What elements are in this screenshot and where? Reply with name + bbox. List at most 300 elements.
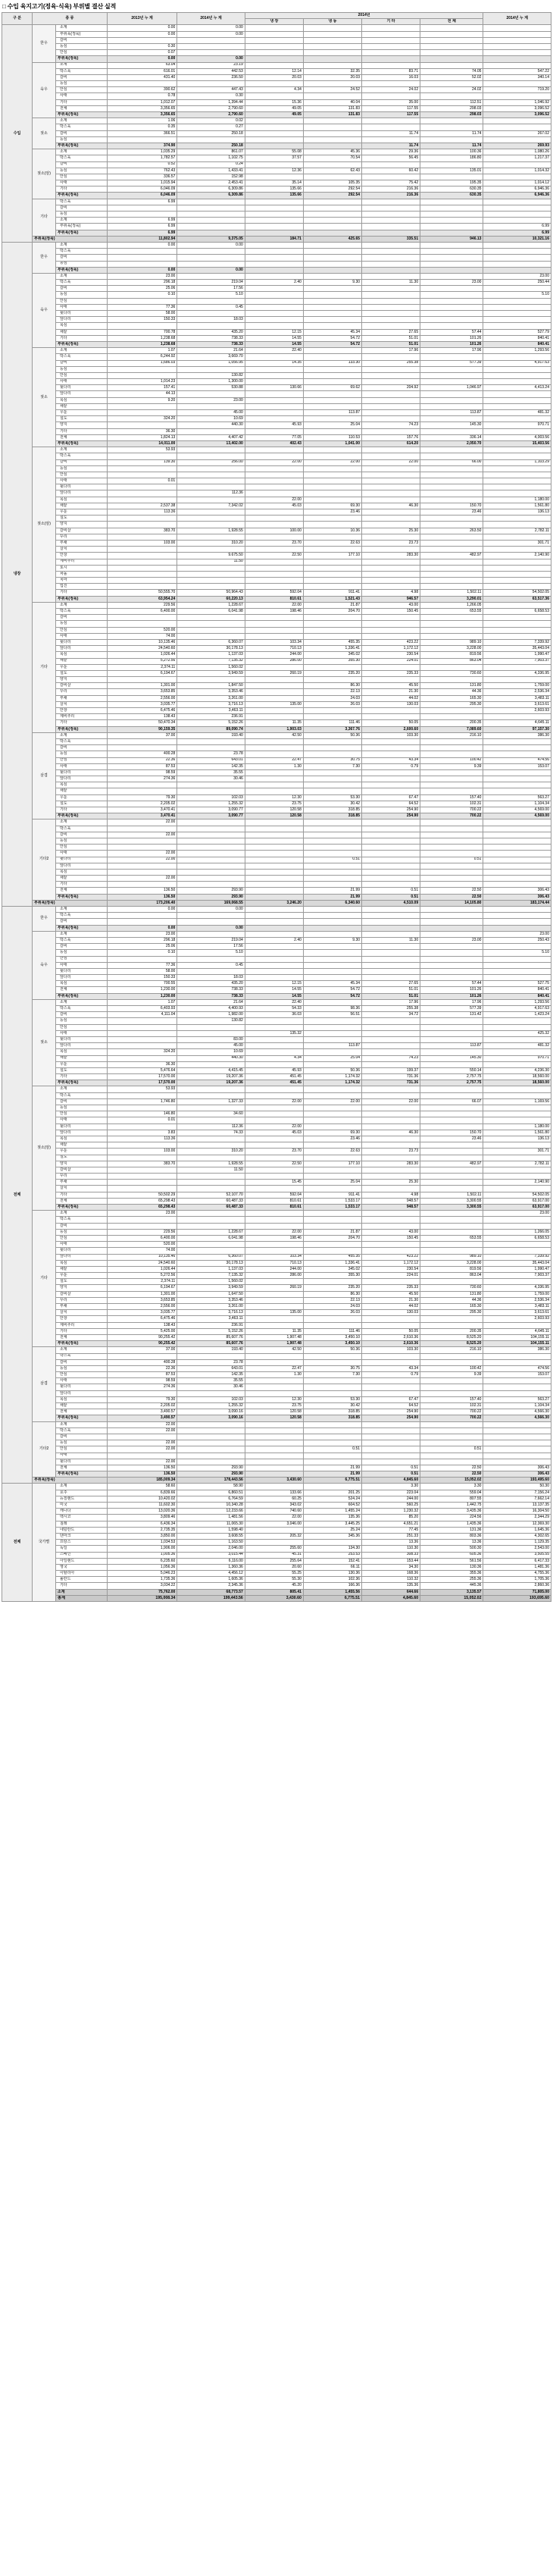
row-v1 bbox=[177, 615, 245, 621]
row-v1: 18.03 bbox=[177, 975, 245, 981]
table-row bbox=[2, 199, 551, 205]
country-name: 미국 bbox=[55, 1503, 107, 1509]
table-row bbox=[2, 397, 551, 403]
row-label: 등심 bbox=[55, 838, 107, 844]
group-total-v5: 101.26 bbox=[420, 993, 483, 999]
country-v0: 6,235.60 bbox=[107, 1558, 177, 1564]
row-v1: 30,178.13 bbox=[177, 1260, 245, 1266]
row-v6 bbox=[483, 1223, 551, 1229]
table-row bbox=[2, 999, 551, 1005]
row-v6 bbox=[483, 453, 551, 459]
table-row bbox=[2, 311, 551, 317]
row-v5: 216.10 bbox=[420, 732, 483, 738]
row-v6 bbox=[483, 738, 551, 744]
row-label: 사태 bbox=[55, 633, 107, 639]
table-row bbox=[2, 664, 551, 670]
country-v5: 131.36 bbox=[420, 1527, 483, 1533]
row-v5 bbox=[420, 968, 483, 974]
row-v2: 2.40 bbox=[245, 937, 303, 943]
th-cur: 2014년 누 계 bbox=[483, 13, 551, 25]
table-row bbox=[2, 249, 551, 255]
row-v3 bbox=[303, 1316, 361, 1322]
row-v0 bbox=[107, 323, 177, 329]
row-v4 bbox=[362, 615, 420, 621]
row-v5 bbox=[420, 25, 483, 31]
table-row bbox=[2, 1427, 551, 1434]
group-total-v5: 22.50 bbox=[420, 894, 483, 900]
group-total-v6: 18,560.00 bbox=[483, 1080, 551, 1086]
table-row bbox=[2, 633, 551, 639]
row-v0: 22.00 bbox=[107, 851, 177, 857]
row-v1: 256.00 bbox=[177, 459, 245, 465]
row-label: 우둔 bbox=[55, 1273, 107, 1279]
row-label: 박스육 bbox=[55, 1217, 107, 1223]
row-v5: 3,228.00 bbox=[420, 1260, 483, 1266]
row-v4: 50.05 bbox=[362, 1328, 420, 1334]
row-v5 bbox=[420, 1174, 483, 1180]
group-total-v2: 14.55 bbox=[245, 341, 303, 347]
row-v5: 863.04 bbox=[420, 658, 483, 664]
group-total-label: 부위육(정육) bbox=[55, 1471, 107, 1478]
group-total-v4: 51.01 bbox=[362, 993, 420, 999]
group-total-v3: 131.83 bbox=[303, 112, 361, 118]
row-v2 bbox=[245, 869, 303, 875]
group-total-v2 bbox=[245, 230, 303, 236]
group-total-label: 부위육(정육) bbox=[55, 596, 107, 602]
row-v1 bbox=[177, 391, 245, 397]
section-total-v0: 173,206.40 bbox=[107, 900, 177, 906]
row-v5 bbox=[420, 832, 483, 838]
row-v3: 9.30 bbox=[303, 937, 361, 943]
table-row bbox=[2, 434, 551, 440]
row-v4: 103.30 bbox=[362, 732, 420, 738]
row-v2 bbox=[245, 907, 303, 913]
group-total-row bbox=[2, 143, 551, 149]
row-v0: 0.78 bbox=[107, 93, 177, 99]
row-v2 bbox=[245, 161, 303, 168]
table-row bbox=[2, 522, 551, 528]
row-v2: 710.13 bbox=[245, 646, 303, 652]
row-v1: 35.55 bbox=[177, 769, 245, 776]
row-v4 bbox=[362, 621, 420, 627]
row-v3: 26.03 bbox=[303, 701, 361, 707]
country-v2: 45.20 bbox=[245, 1583, 303, 1589]
row-v2 bbox=[245, 136, 303, 143]
row-v1: 0.00 bbox=[177, 25, 245, 31]
row-v1 bbox=[177, 1155, 245, 1161]
group-total-v2: 810.61 bbox=[245, 1205, 303, 1211]
row-v5: 102.31 bbox=[420, 801, 483, 807]
row-label: 안창 bbox=[55, 708, 107, 714]
row-v4 bbox=[362, 379, 420, 385]
country-row bbox=[2, 1496, 551, 1502]
country-v1: 12,233.66 bbox=[177, 1509, 245, 1515]
row-v5: 482.97 bbox=[420, 553, 483, 559]
row-label: 사태 bbox=[55, 962, 107, 968]
row-v6 bbox=[483, 565, 551, 571]
group-total-v3 bbox=[303, 925, 361, 931]
row-v0: 1,301.00 bbox=[107, 1291, 177, 1297]
row-label: 소계 bbox=[55, 273, 107, 279]
row-v4: 423.22 bbox=[362, 639, 420, 645]
country-name: 덴마크 bbox=[55, 1533, 107, 1539]
row-v6 bbox=[483, 298, 551, 304]
row-v6: 5.10 bbox=[483, 950, 551, 956]
row-v6 bbox=[483, 782, 551, 788]
row-v6: 719.20 bbox=[483, 87, 551, 93]
row-v6 bbox=[483, 677, 551, 683]
country-v1: 1,605.36 bbox=[177, 1577, 245, 1583]
row-v6 bbox=[483, 1018, 551, 1024]
row-v4 bbox=[362, 403, 420, 409]
row-v2 bbox=[245, 273, 303, 279]
row-label: 뒷다리 bbox=[55, 484, 107, 490]
row-v3 bbox=[303, 919, 361, 925]
row-v1 bbox=[177, 1421, 245, 1427]
row-v0 bbox=[107, 366, 177, 372]
row-v0: 1,238.68 bbox=[107, 335, 177, 341]
row-label: 기타 bbox=[55, 807, 107, 813]
row-v5 bbox=[420, 615, 483, 621]
row-v5: 112.51 bbox=[420, 99, 483, 105]
row-v3: 54.72 bbox=[303, 335, 361, 341]
row-label: 등심 bbox=[55, 168, 107, 174]
row-v2 bbox=[245, 683, 303, 689]
row-v3 bbox=[303, 465, 361, 472]
country-v2: 55.25 bbox=[245, 1571, 303, 1577]
row-v3: 10.36 bbox=[303, 528, 361, 534]
country-v2 bbox=[245, 1540, 303, 1546]
row-v3 bbox=[303, 664, 361, 670]
row-label: 안심 bbox=[55, 50, 107, 56]
row-v0: 58.00 bbox=[107, 968, 177, 974]
row-v3 bbox=[303, 453, 361, 459]
row-v3 bbox=[303, 1453, 361, 1459]
row-label: 우둔 bbox=[55, 1149, 107, 1155]
row-v2 bbox=[245, 43, 303, 49]
country-name: 멕시코 bbox=[55, 1515, 107, 1521]
row-v1: 35.55 bbox=[177, 1378, 245, 1384]
row-v1 bbox=[177, 931, 245, 937]
row-v6 bbox=[483, 571, 551, 577]
country-row bbox=[2, 1564, 551, 1570]
group-total-v6: 306.43 bbox=[483, 1471, 551, 1478]
group-total-v5: 2,050.70 bbox=[420, 440, 483, 447]
row-v5: 989.10 bbox=[420, 1254, 483, 1260]
row-label: 소계 bbox=[55, 1421, 107, 1427]
row-v4 bbox=[362, 472, 420, 478]
row-v3 bbox=[303, 304, 361, 310]
row-v2: 103.34 bbox=[245, 1254, 303, 1260]
row-v6 bbox=[483, 1440, 551, 1446]
row-v1: 3,949.59 bbox=[177, 670, 245, 676]
row-label: 채끝 bbox=[55, 403, 107, 409]
row-v2 bbox=[245, 1384, 303, 1390]
row-v0: 23.00 bbox=[107, 1211, 177, 1217]
row-label: 갈비 bbox=[55, 37, 107, 43]
row-v1 bbox=[177, 534, 245, 540]
table-row bbox=[2, 292, 551, 298]
row-v0: 1,686.03 bbox=[107, 360, 177, 366]
row-v5 bbox=[420, 1427, 483, 1434]
row-v0: 10,135.46 bbox=[107, 639, 177, 645]
row-v6: 2,140.90 bbox=[483, 553, 551, 559]
table-row bbox=[2, 255, 551, 261]
row-v3: 133.30 bbox=[303, 360, 361, 366]
row-v5: 295.30 bbox=[420, 701, 483, 707]
table-row bbox=[2, 714, 551, 720]
row-v0: 2,205.02 bbox=[107, 1403, 177, 1409]
row-v5: 3,300.55 bbox=[420, 1198, 483, 1204]
row-label: 앞다리 bbox=[55, 975, 107, 981]
row-v0: 6,475.46 bbox=[107, 708, 177, 714]
table-row bbox=[2, 590, 551, 596]
row-v6 bbox=[483, 975, 551, 981]
row-v6: 3,613.61 bbox=[483, 701, 551, 707]
row-v5: 150.70 bbox=[420, 1130, 483, 1136]
row-v1 bbox=[177, 1440, 245, 1446]
row-v0: 6,403.93 bbox=[107, 1006, 177, 1012]
row-v6: 301.71 bbox=[483, 1149, 551, 1155]
row-v1: 1,647.50 bbox=[177, 1291, 245, 1297]
row-label: 기타 bbox=[55, 1074, 107, 1080]
row-v5 bbox=[420, 372, 483, 378]
group-total-v3: 54.72 bbox=[303, 993, 361, 999]
row-v1: 74.33 bbox=[177, 1130, 245, 1136]
row-v2 bbox=[245, 205, 303, 211]
row-v4 bbox=[362, 826, 420, 832]
row-v3 bbox=[303, 1427, 361, 1434]
row-v3 bbox=[303, 37, 361, 43]
grand-subtotal-row-label: 소계 bbox=[55, 1589, 107, 1595]
row-v4 bbox=[362, 1167, 420, 1173]
row-label: 설도 bbox=[55, 516, 107, 522]
table-row bbox=[2, 1434, 551, 1440]
row-v4 bbox=[362, 851, 420, 857]
row-v4: 150.45 bbox=[362, 1235, 420, 1241]
row-v5: 9.39 bbox=[420, 763, 483, 769]
group-total-v5: 700.22 bbox=[420, 813, 483, 819]
row-v6 bbox=[483, 379, 551, 385]
group-total-v6: 63,917.00 bbox=[483, 1205, 551, 1211]
row-v4 bbox=[362, 161, 420, 168]
row-v3 bbox=[303, 907, 361, 913]
country-v2 bbox=[245, 1527, 303, 1533]
row-v1 bbox=[177, 366, 245, 372]
country-v5: 500.30 bbox=[420, 1546, 483, 1552]
row-label: 기타 bbox=[55, 590, 107, 596]
row-v3 bbox=[303, 559, 361, 565]
row-v4 bbox=[362, 869, 420, 875]
row-v1 bbox=[177, 1086, 245, 1092]
country-v6: 13,137.35 bbox=[483, 1503, 551, 1509]
row-v5 bbox=[420, 1440, 483, 1446]
row-v3 bbox=[303, 472, 361, 478]
row-v0: 65,298.43 bbox=[107, 1198, 177, 1204]
row-v0: 520.00 bbox=[107, 627, 177, 633]
row-v0 bbox=[107, 621, 177, 627]
row-v6: 1,293.56 bbox=[483, 999, 551, 1005]
group-label: 젖소 bbox=[33, 999, 56, 1086]
country-row bbox=[2, 1540, 551, 1546]
country-v2: 255.60 bbox=[245, 1546, 303, 1552]
row-v4 bbox=[362, 397, 420, 403]
row-v5 bbox=[420, 931, 483, 937]
group-total-v5: 3,300.55 bbox=[420, 1205, 483, 1211]
row-v4: 224.01 bbox=[362, 658, 420, 664]
country-v3 bbox=[303, 1484, 361, 1490]
row-v1: 0.45 bbox=[177, 962, 245, 968]
row-v6 bbox=[483, 31, 551, 37]
group-total-label: 부위육(정육) bbox=[55, 341, 107, 347]
row-v2 bbox=[245, 1242, 303, 1248]
row-v1 bbox=[177, 212, 245, 218]
row-v6 bbox=[483, 218, 551, 224]
row-v0: 6.99 bbox=[107, 199, 177, 205]
row-label: 안심 bbox=[55, 956, 107, 962]
row-v5 bbox=[420, 826, 483, 832]
table-row bbox=[2, 1161, 551, 1167]
group-total-v2: 402.43 bbox=[245, 440, 303, 447]
row-v6: 6,658.53 bbox=[483, 609, 551, 615]
row-v1: 643.01 bbox=[177, 1365, 245, 1371]
row-v1 bbox=[177, 1186, 245, 1192]
row-v5 bbox=[420, 788, 483, 794]
row-v2: 22.00 bbox=[245, 497, 303, 503]
row-v2 bbox=[245, 416, 303, 422]
row-v2 bbox=[245, 788, 303, 794]
row-v3 bbox=[303, 205, 361, 211]
country-v6: 2,344.29 bbox=[483, 1515, 551, 1521]
group-total-v5 bbox=[420, 925, 483, 931]
row-v3: 292.54 bbox=[303, 186, 361, 193]
group-total-label: 부위육(정육) bbox=[55, 925, 107, 931]
row-v2 bbox=[245, 962, 303, 968]
row-label: 기타 bbox=[55, 1328, 107, 1334]
row-v1 bbox=[177, 37, 245, 43]
country-v4: 77.45 bbox=[362, 1527, 420, 1533]
row-v3 bbox=[303, 1242, 361, 1248]
row-v0 bbox=[107, 1036, 177, 1042]
country-v0: 1,056.36 bbox=[107, 1564, 177, 1570]
row-v3: 111.46 bbox=[303, 720, 361, 726]
row-v6: 153.07 bbox=[483, 1372, 551, 1378]
row-v5 bbox=[420, 863, 483, 869]
row-v1 bbox=[177, 1353, 245, 1359]
row-label: 토시 bbox=[55, 565, 107, 571]
row-v0 bbox=[107, 81, 177, 87]
row-v1: 236.91 bbox=[177, 714, 245, 720]
row-v0: 98.59 bbox=[107, 1378, 177, 1384]
section-total-v0: 185,009.34 bbox=[107, 1478, 177, 1484]
group-total-v3 bbox=[303, 143, 361, 149]
row-v5 bbox=[420, 242, 483, 248]
table-row bbox=[2, 62, 551, 68]
row-label: 뒷다리 bbox=[55, 857, 107, 863]
row-v0: 0.00 bbox=[107, 25, 177, 31]
row-v4: 21.30 bbox=[362, 1297, 420, 1303]
country-v3: 3,445.25 bbox=[303, 1521, 361, 1527]
row-v3 bbox=[303, 50, 361, 56]
row-v1: 21.64 bbox=[177, 999, 245, 1005]
country-row bbox=[2, 1577, 551, 1583]
row-v2 bbox=[245, 931, 303, 937]
row-label: 채끝 bbox=[55, 329, 107, 335]
row-v3 bbox=[303, 876, 361, 882]
row-v6: 63,917.00 bbox=[483, 1198, 551, 1204]
row-v1 bbox=[177, 1180, 245, 1186]
row-v0 bbox=[107, 453, 177, 459]
row-v1: 19,207.36 bbox=[177, 1074, 245, 1080]
row-v2: 15.45 bbox=[245, 1180, 303, 1186]
row-label: 설도 bbox=[55, 801, 107, 807]
row-v0 bbox=[107, 490, 177, 497]
row-v0: 0.00 bbox=[107, 907, 177, 913]
row-v2: 451.45 bbox=[245, 1074, 303, 1080]
table-row bbox=[2, 43, 551, 49]
row-v0: 400.28 bbox=[107, 1359, 177, 1365]
row-v4 bbox=[362, 788, 420, 794]
row-v0: 79.30 bbox=[107, 1396, 177, 1402]
row-v3 bbox=[303, 124, 361, 130]
country-v1: 6,860.51 bbox=[177, 1490, 245, 1496]
row-v3: 32.35 bbox=[303, 68, 361, 74]
row-v3 bbox=[303, 212, 361, 218]
row-v1: 11.50 bbox=[177, 559, 245, 565]
row-v1: 6,360.07 bbox=[177, 639, 245, 645]
row-v2 bbox=[245, 472, 303, 478]
group-total-v4 bbox=[362, 267, 420, 273]
row-v6 bbox=[483, 769, 551, 776]
row-v1: 3,463.11 bbox=[177, 1316, 245, 1322]
row-v0: 274.36 bbox=[107, 776, 177, 782]
row-label: 뒷다리 bbox=[55, 1248, 107, 1254]
row-v1 bbox=[177, 478, 245, 484]
table-row bbox=[2, 280, 551, 286]
row-v1: 130.82 bbox=[177, 372, 245, 378]
row-v0 bbox=[107, 472, 177, 478]
table-row bbox=[2, 385, 551, 391]
country-v4: 13.36 bbox=[362, 1540, 420, 1546]
row-v5: 195.35 bbox=[420, 180, 483, 186]
row-v2 bbox=[245, 769, 303, 776]
row-v5 bbox=[420, 1242, 483, 1248]
group-total-row bbox=[2, 1205, 551, 1211]
grand-total-row-v0: 195,008.34 bbox=[107, 1595, 177, 1601]
table-row bbox=[2, 1365, 551, 1371]
row-v3: 69.30 bbox=[303, 1130, 361, 1136]
row-v5 bbox=[420, 845, 483, 851]
row-v5 bbox=[420, 304, 483, 310]
row-label: 뒷다리 bbox=[55, 385, 107, 391]
row-v2: 592.04 bbox=[245, 1192, 303, 1198]
row-v2: 23.70 bbox=[245, 1149, 303, 1155]
group-total-label: 부위육(정육) bbox=[55, 1205, 107, 1211]
row-v1: 3,716.13 bbox=[177, 1310, 245, 1316]
row-label: 박스육 bbox=[55, 609, 107, 615]
row-v0: 3,653.85 bbox=[107, 1297, 177, 1303]
row-v5 bbox=[420, 745, 483, 751]
row-v6: 1,217.37 bbox=[483, 155, 551, 161]
row-v0: 2,374.11 bbox=[107, 664, 177, 670]
row-v2 bbox=[245, 490, 303, 497]
country-v2: 133.66 bbox=[245, 1490, 303, 1496]
row-label: 사태 bbox=[55, 1030, 107, 1036]
country-v2 bbox=[245, 1484, 303, 1490]
row-v1 bbox=[177, 218, 245, 224]
row-v2: 45.03 bbox=[245, 1130, 303, 1136]
row-v2 bbox=[245, 62, 303, 68]
